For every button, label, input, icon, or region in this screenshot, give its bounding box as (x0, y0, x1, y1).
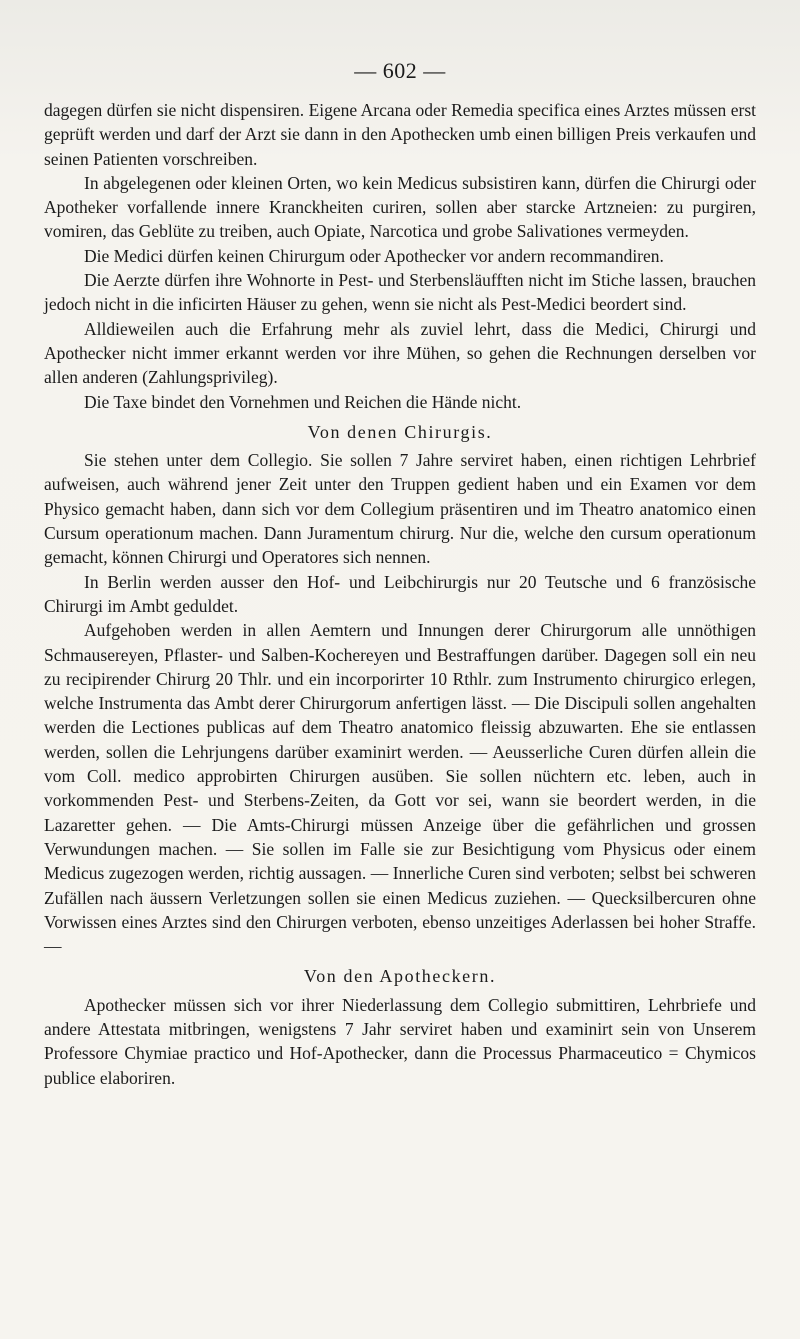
paragraph: Sie stehen unter dem Collegio. Sie sollen 7 Jahre serviret haben, einen richtigen Lehrbrief aufweisen, auch während jener Zeit unter den Truppen gedient haben und ein Examen vor dem Physico gemacht haben, dann sich vor dem Collegium präsentiren und im Theatro anatomico einen Cursum operationum machen. Dann Juramentum chirurg. Nur die, welche den cursum operationum gemacht, können Chirurgi und Operatores sich nennen. (44, 450, 756, 568)
paragraph: Die Taxe bindet den Vornehmen und Reichen die Hände nicht. (84, 391, 522, 412)
paragraph: In Berlin werden ausser den Hof- und Leibchirurgis nur 20 Teutsche und 6 französische Chirurgi im Ambt geduldet. (44, 571, 756, 616)
paragraph: Alldieweilen auch die Erfahrung mehr als zuviel lehrt, dass die Medici, Chirurgi und Apothecker nicht immer erkannt werden vor ihre Mühen, so gehen die Rechnungen derselben vor allen anderen (Zahlungsprivileg). (44, 318, 756, 388)
section-heading-chirurgis: Von denen Chirurgis. (307, 421, 493, 442)
paragraph: dagegen dürfen sie nicht dispensiren. Eigene Arcana oder Remedia specifica eines Arztes müssen erst geprüft werden und darf der Arzt sie dann in den Apothecken umb einen billigen Preis verkaufen und seinen Patienten vorschreiben. (44, 100, 756, 169)
paragraph: In abgelegenen oder kleinen Orten, wo kein Medicus subsistiren kann, dürfen die Chirurgi oder Apotheker vorfallende innere Kranckheiten curiren, sollen aber starcke Artzneien: zu purgiren, vomiren, das Geblüte zu treiben, auch Opiate, Narcotica und grobe Salivationes vermeyden. (44, 172, 756, 242)
paragraph: Die Medici dürfen keinen Chirurgum oder Apothecker vor andern recommandiren. (84, 245, 664, 266)
paragraph: Die Aerzte dürfen ihre Wohnorte in Pest- und Sterbensläufften nicht im Stiche lassen, brauchen jedoch nicht in die inficirten Häuser zu gehen, wenn sie nicht als Pest-Medici beordert sind. (44, 270, 756, 315)
section-heading-apotheckern: Von den Apotheckern. (303, 966, 497, 987)
page-number: — 602 — (354, 58, 446, 83)
paragraph: Apothecker müssen sich vor ihrer Niederlassung dem Collegio submittiren, Lehrbriefe und andere Attestata mitbringen, wenigstens 7 Jahr serviret haben und examinirt sein von Unserem Professore Chymiae practico und Hof-Apothecker, dann die Processus Pharmaceutico = Chymicos publice elaboriren. (44, 994, 756, 1088)
paragraph: Aufgehoben werden in allen Aemtern und Innungen derer Chirurgorum alle unnöthigen Schmausereyen, Pflaster- und Salben-Kochereyen und Bestraffungen darüber. Dagegen soll ein neu zu recipirender Chirurg 20 Thlr. und ein incorporirter 10 Rthlr. zum Instrumento chirurgico erlegen, welche Instrumenta das Ambt derer Chirurgorum anfertigen lässt. — Die Discipuli sollen angehalten werden die Lectiones publicas auf dem Theatro anatomico fleissig abzuwarten. Ehe sie entlassen werden, sollen die Lehrjungens darüber examinirt werden. — Aeusserliche Curen dürfen allein die vom Coll. medico approbirten Chirurgen ausüben. Sie sollen nüchtern etc. leben, auch in vorkommenden Pest- und Sterbens-Zeiten, da Gott vor sei, wann sie beordert werden, in die Lazaretter gehen. — Die Amts-Chirurgi müssen Anzeige über die gefährlichen und grossen Verwundungen machen. — Sie sollen im Falle sie zur Besichtigung vom Physicus oder einem Medicus zugezogen werden, richtig aussagen. — Innerliche Curen sind verboten; selbst bei schweren Zufällen nach äussern Verletzungen sollen sie einen Medicus zuziehen. — Quecksilbercuren ohne Vorwissen eines Arztes sind den Chirurgen verboten, ebenso unzeitiges Aderlassen bei hoher Straffe. — (44, 620, 756, 957)
page-body (44, 98, 756, 1090)
